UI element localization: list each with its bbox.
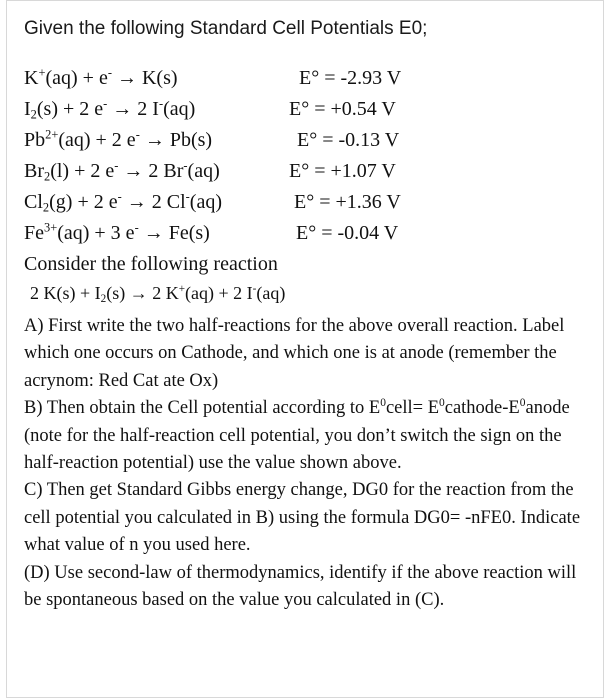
half-reaction-6: $Fe^{3+}(aq) + 3$ e- → Fe(s) <box>24 220 210 244</box>
question-b: B) Then obtain the Cell potential according to $E^0cell=$ $E^0cathode-E^0anode$ (note for the half-reaction cell potential, you don’t switch the sign on the half-reaction potential) use the value shown above. <box>24 397 570 474</box>
half-reaction-3: $Pb^{2+}(aq) + 2$ e- → Pb(s) <box>24 127 213 151</box>
potential-4: E° = +1.07 V <box>289 160 396 182</box>
half-reaction-5: $Cl_2(g) + 2$ e- → 2 Cl-(aq) <box>24 189 222 215</box>
half-reaction-1: K+(aq) + e- → K(s) <box>24 65 178 89</box>
potential-5: E° = +1.36 V <box>294 191 401 213</box>
potential-2: E° = +0.54 V <box>289 98 396 120</box>
half-reaction-2: $I_2(s) + 2$ e- → 2 I-(aq) <box>24 96 196 122</box>
potential-1: E° = -2.93 V <box>299 67 402 89</box>
half-reaction-4: $Br_2(l) + 2$ e- → 2 Br-(aq) <box>24 158 220 184</box>
page-title: Given the following Standard Cell Potentials E0; <box>24 18 428 39</box>
question-c: C) Then get Standard Gibbs energy change, DG0 for the reaction from the cell potential you calculated in B) using the formula DG0= -nFE0. Indicate what value of n you used here. <box>24 480 581 556</box>
overall-reaction: 2 $K(s) + I_2(s) \to 2$ K+(aq) + 2 I-(aq) <box>30 283 286 306</box>
question-d: (D) Use second-law of thermodynamics, identify if the above reaction will be spontaneous based on the value you calculated in (C). <box>24 562 577 611</box>
question-a: A) First write the two half-reactions for the above overall reaction. Label which one occurs on Cathode, and which one is at anode (remember the acrynom: Red Cat ate Ox) <box>24 316 565 391</box>
questions-block <box>24 313 584 614</box>
consider-heading: Consider the following reaction <box>24 253 278 275</box>
potential-3: E° = -0.13 V <box>297 129 400 151</box>
potential-6: E° = -0.04 V <box>296 222 399 244</box>
